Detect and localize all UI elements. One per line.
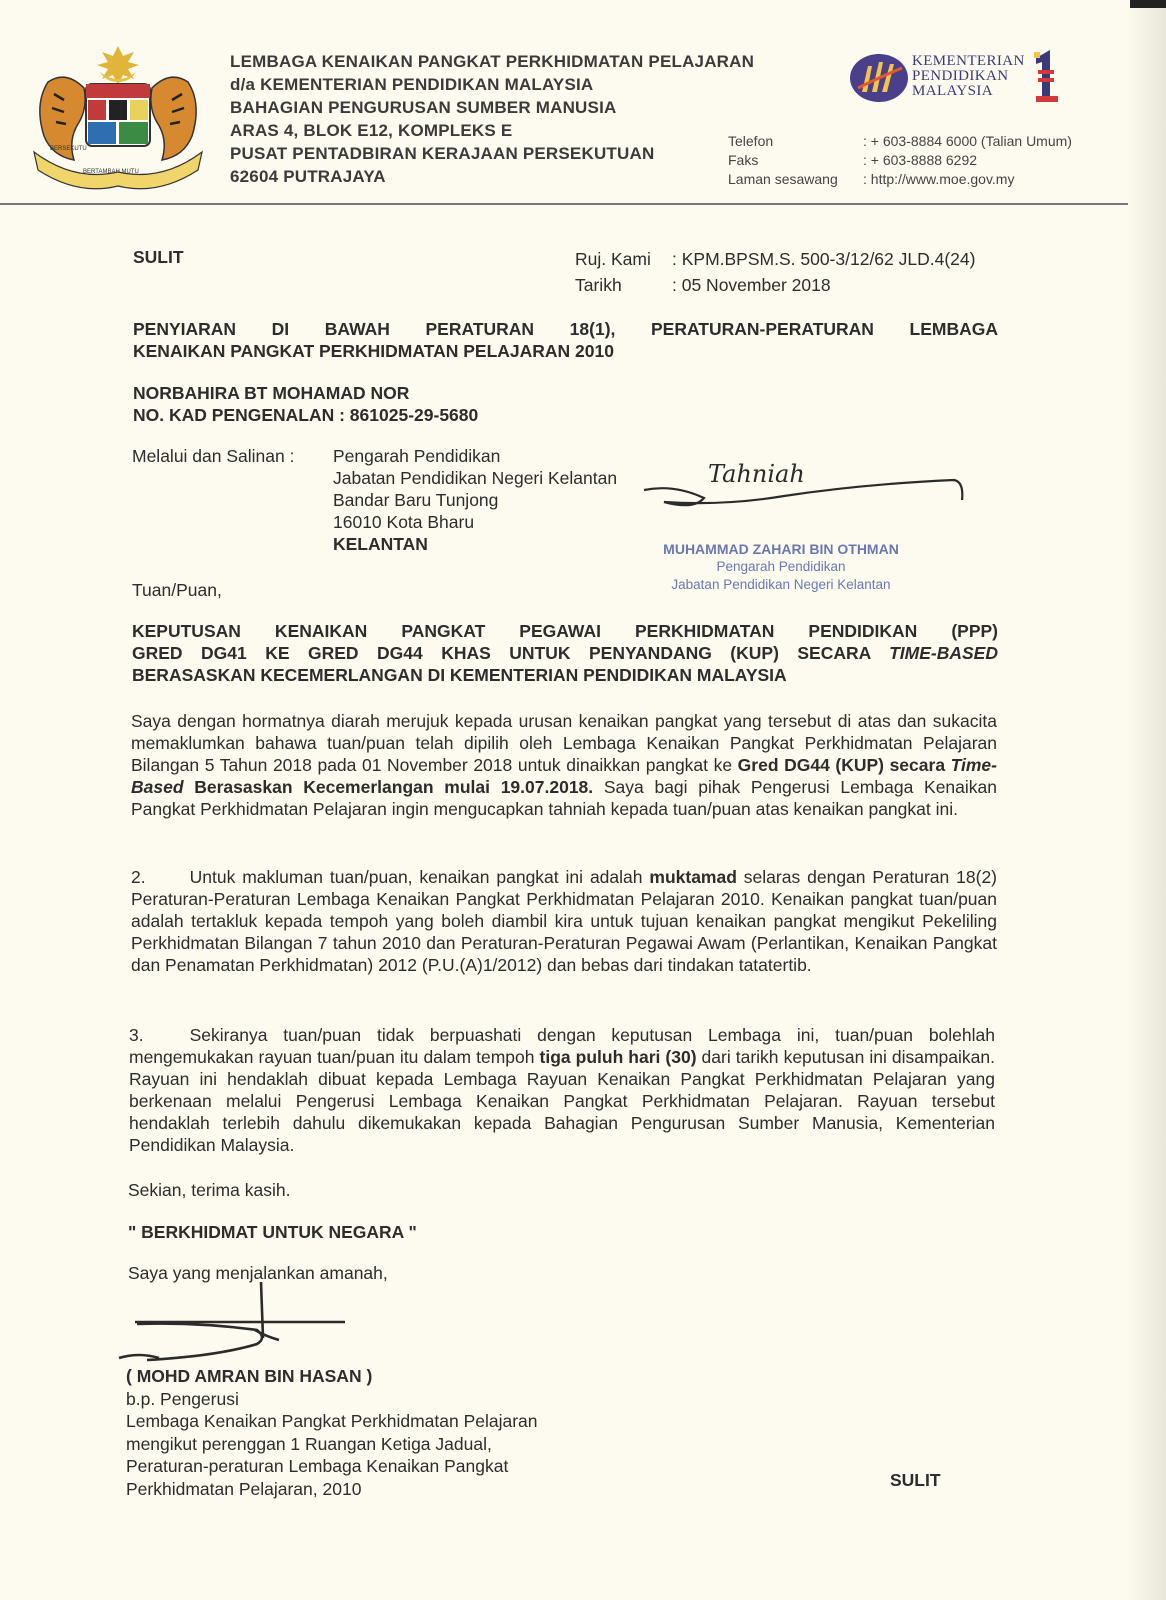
ministry-text-line: PENDIDIKAN bbox=[912, 68, 1009, 84]
paragraph-text bbox=[131, 866, 997, 976]
reference-value: : KPM.BPSM.S. 500-3/12/62 JLD.4(24) bbox=[672, 249, 976, 269]
classification-bottom: SULIT bbox=[890, 1470, 941, 1490]
subject-text: GRED DG41 KE GRED DG44 KHAS UNTUK PENYANDANG (KUP) SECARA bbox=[132, 643, 890, 663]
letterhead-divider bbox=[0, 203, 1128, 205]
signatory-line: Lembaga Kenaikan Pangkat Perkhidmatan Pelajaran bbox=[126, 1411, 538, 1431]
recipient-ic: NO. KAD PENGENALAN : 861025-29-5680 bbox=[133, 405, 479, 425]
para-text: selaras dengan Peraturan 18(2) Peraturan-Peraturan Lembaga Kenaikan Pangkat Perkhidmatan Pelajaran 2010. Kenaikan pangkat tuan/puan adalah tertakluk kepada tempoh yang boleh diambil kira untuk tujuan kenaikan pangkat mengikut Pekeliling Perkhidmatan Bilangan 7 tahun 2010 dan Peraturan-Peraturan Pegawai Awam (Perlantikan, Kenaikan Pangkat dan Penamatan Perkhidmatan) 2012 (P.U.(A)1/2012) dan bebas dari tindakan tatatertib. bbox=[131, 867, 997, 975]
stamp-dept: Jabatan Pendidikan Negeri Kelantan bbox=[671, 577, 891, 592]
letterhead-line: ARAS 4, BLOK E12, KOMPLEKS E bbox=[230, 121, 513, 140]
heading-regulation bbox=[133, 318, 998, 362]
para-text: Sekiranya tuan/puan tidak berpuashati dengan keputusan Lembaga ini, tuan/puan bolehlah mengemukakan rayuan tuan/puan itu dalam tempoh bbox=[129, 1025, 995, 1067]
heading-line: PENYIARAN DI BAWAH PERATURAN 18(1), PERATURAN-PERATURAN LEMBAGA bbox=[133, 319, 998, 339]
letterhead-line: PUSAT PENTADBIRAN KERAJAAN PERSEKUTUAN bbox=[230, 144, 655, 163]
contact-label: Faks bbox=[728, 152, 759, 168]
malaysia-one-icon bbox=[1030, 48, 1062, 106]
para-text: Saya dengan hormatnya diarah merujuk kepada urusan kenaikan pangkat yang tersebut di atas dan sukacita memaklumkan bahawa tuan/puan telah dipilih oleh Lembaga Kenaikan Pangkat Perkhidmatan Pelajaran Bilangan 5 Tahun 2018 pada 01 November 2018 untuk dinaikkan pangkat ke bbox=[131, 711, 997, 775]
salutation: Tuan/Puan, bbox=[132, 580, 222, 600]
reference-row bbox=[575, 246, 975, 272]
contact-value: : + 603-8888 6292 bbox=[863, 152, 978, 168]
letterhead-line: BAHAGIAN PENGURUSAN SUMBER MANUSIA bbox=[230, 98, 617, 117]
signatory-line: Peraturan-peraturan Lembaga Kenaikan Pangkat bbox=[126, 1456, 509, 1476]
address-line: 16010 Kota Bharu bbox=[333, 512, 475, 532]
stamp-title: Pengarah Pendidikan bbox=[716, 559, 846, 574]
date-value: : 05 November 2018 bbox=[672, 275, 831, 295]
paragraph-text bbox=[129, 1024, 995, 1156]
paragraph-3 bbox=[129, 1024, 995, 1156]
copy-to-label: Melalui dan Salinan : bbox=[132, 446, 295, 466]
ministry-text-line: MALAYSIA bbox=[912, 83, 993, 99]
copy-to-address bbox=[333, 445, 617, 555]
recipient-block bbox=[133, 382, 733, 426]
handwritten-note: Tahniah bbox=[708, 460, 805, 488]
signatory-name: ( MOHD AMRAN BIN HASAN ) bbox=[126, 1366, 373, 1386]
scan-edge bbox=[1126, 0, 1166, 1600]
contact-block bbox=[728, 132, 1072, 189]
stamp-name: MUHAMMAD ZAHARI BIN OTHMAN bbox=[663, 541, 899, 557]
address-state: KELANTAN bbox=[333, 534, 428, 554]
date-label: Tarikh bbox=[575, 275, 622, 295]
ministry-logo-text bbox=[912, 54, 1025, 99]
para-number: 3. bbox=[129, 1025, 144, 1045]
para-bold: Berasaskan Kecemerlangan mulai 19.07.2018. bbox=[183, 777, 594, 797]
contact-value: : http://www.moe.gov.my bbox=[863, 171, 1015, 187]
signatory-block bbox=[126, 1365, 538, 1500]
address-line: Bandar Baru Tunjong bbox=[333, 490, 499, 510]
crest-motto-left: BERSEKUTU bbox=[50, 146, 87, 152]
address-line: Pengarah Pendidikan bbox=[333, 446, 501, 466]
official-stamp bbox=[646, 540, 916, 594]
contact-row bbox=[728, 170, 1072, 189]
para-bold-italic: Time-Based bbox=[131, 755, 997, 797]
para-text: Untuk makluman tuan/puan, kenaikan pangkat ini adalah bbox=[189, 867, 650, 887]
trust-line: Saya yang menjalankan amanah, bbox=[128, 1263, 388, 1283]
paragraph-2 bbox=[131, 866, 997, 976]
reference-block bbox=[575, 246, 975, 298]
paragraph-text bbox=[131, 710, 997, 820]
para-number: 2. bbox=[131, 867, 146, 887]
contact-row bbox=[728, 132, 1072, 151]
para-text: Saya bagi pihak Pengerusi Lembaga Kenaikan Pangkat Perkhidmatan Pelajaran ingin mengucapkan tahniah kepada tuan/puan atas kenaikan pangkat ini. bbox=[131, 777, 997, 819]
subject-line: BERASASKAN KECEMERLANGAN DI KEMENTERIAN PENDIDIKAN MALAYSIA bbox=[132, 665, 787, 685]
address-line: Jabatan Pendidikan Negeri Kelantan bbox=[333, 468, 618, 488]
crest-motto-right: BERTAMBAH MUTU bbox=[83, 169, 139, 175]
para-bold: Gred DG44 (KUP) secara bbox=[737, 755, 951, 775]
letterhead-address bbox=[230, 50, 754, 188]
ministry-logo-icon bbox=[848, 52, 910, 104]
subject-heading bbox=[132, 620, 998, 686]
contact-value: : + 603-8884 6000 (Talian Umum) bbox=[863, 133, 1072, 149]
motto-line: " BERKHIDMAT UNTUK NEGARA " bbox=[128, 1222, 417, 1242]
contact-label: Laman sesawang bbox=[728, 171, 838, 187]
contact-label: Telefon bbox=[728, 133, 774, 149]
heading-line: KENAIKAN PANGKAT PERKHIDMATAN PELAJARAN 2010 bbox=[133, 341, 614, 361]
subject-italic: TIME-BASED bbox=[889, 643, 998, 663]
paragraph-1 bbox=[131, 710, 997, 820]
reference-label: Ruj. Kami bbox=[575, 249, 651, 269]
letterhead-line: d/a KEMENTERIAN PENDIDIKAN MALAYSIA bbox=[230, 75, 594, 94]
para-bold: muktamad bbox=[649, 867, 737, 887]
signatory-line: b.p. Pengerusi bbox=[126, 1388, 239, 1409]
classification-top: SULIT bbox=[133, 247, 184, 267]
ministry-text-line: KEMENTERIAN bbox=[912, 53, 1025, 69]
recipient-name: NORBAHIRA BT MOHAMAD NOR bbox=[133, 383, 410, 403]
signatory-line: Perkhidmatan Pelajaran, 2010 bbox=[126, 1478, 362, 1499]
thanks-line: Sekian, terima kasih. bbox=[128, 1180, 291, 1200]
para-text: dari tarikh keputusan ini disampaikan. Rayuan ini hendaklah dibuat kepada Lembaga Rayuan Kenaikan Pangkat Perkhidmatan Pelajaran yang berkenaan melalui Pengerusi Lembaga Kenaikan Pangkat Perkhidmatan Pelajaran. Rayuan tersebut hendaklah terlebih dahulu dikemukakan kepada Bahagian Pengurusan Sumber Manusia, Kementerian Pendidikan Malaysia. bbox=[129, 1047, 995, 1155]
subject-line: KEPUTUSAN KENAIKAN PANGKAT PEGAWAI PERKHIDMATAN PENDIDIKAN (PPP) bbox=[132, 621, 998, 641]
para-bold: tiga puluh hari (30) bbox=[539, 1047, 697, 1067]
letterhead-line: 62604 PUTRAJAYA bbox=[230, 167, 386, 186]
contact-row bbox=[728, 151, 1072, 170]
letterhead-line: LEMBAGA KENAIKAN PANGKAT PERKHIDMATAN PELAJARAN bbox=[230, 52, 755, 71]
signatory-line: mengikut perenggan 1 Ruangan Ketiga Jadual, bbox=[126, 1433, 492, 1454]
subject-line bbox=[132, 642, 998, 664]
date-row bbox=[575, 272, 975, 298]
scan-corner bbox=[1130, 0, 1166, 8]
